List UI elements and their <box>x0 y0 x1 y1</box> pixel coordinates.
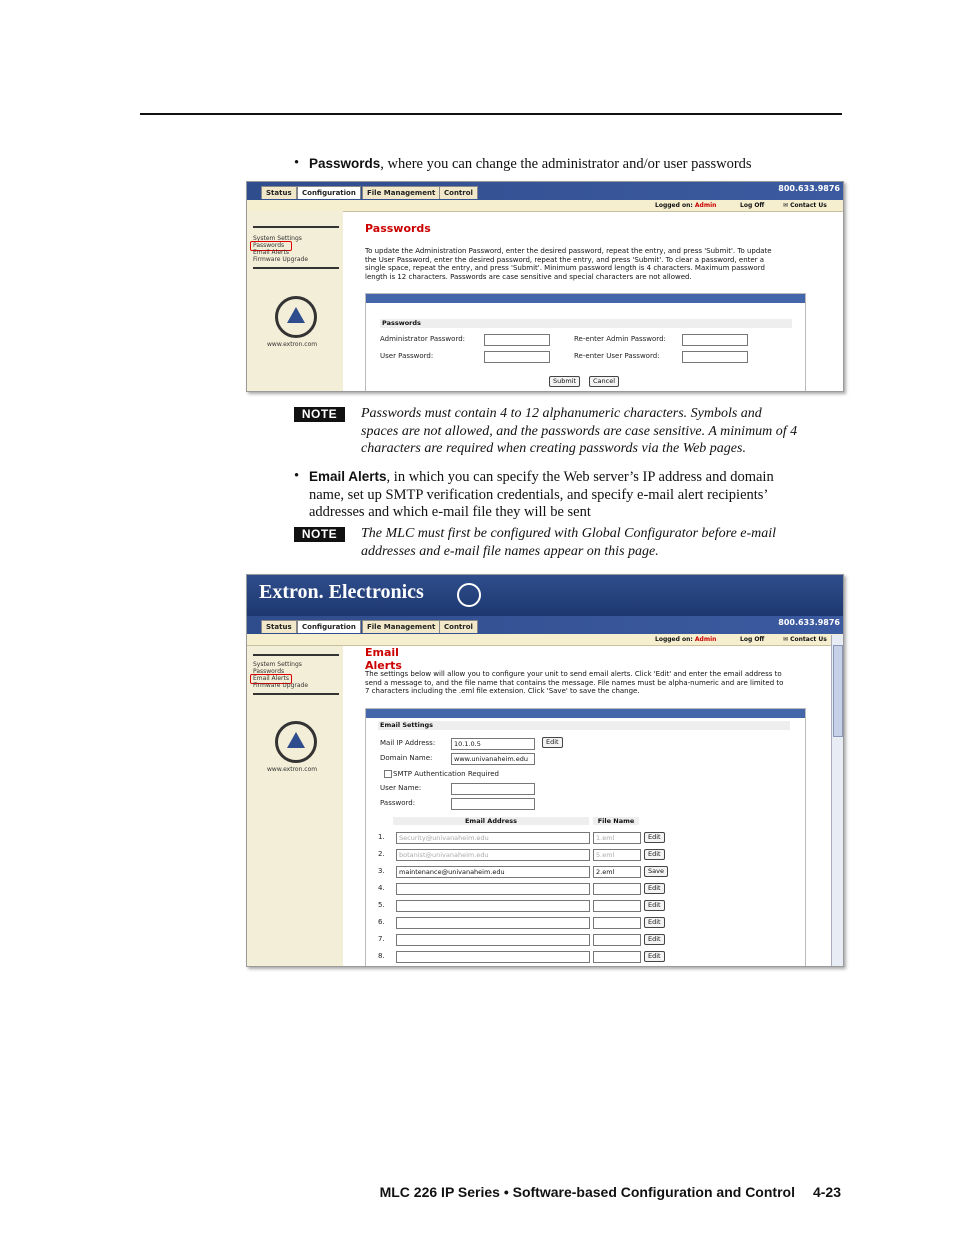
tab-control[interactable]: Control <box>439 186 478 199</box>
extron-logo-icon <box>457 583 481 607</box>
row-email-input[interactable]: Security@univanaheim.edu <box>396 832 590 844</box>
reuser-password-label: Re-enter User Password: <box>574 352 660 360</box>
note-badge-2: NOTE <box>294 527 345 542</box>
cancel-button[interactable]: Cancel <box>589 376 619 387</box>
tab-file-management[interactable]: File Management <box>362 620 440 633</box>
passwords-screenshot <box>246 181 844 392</box>
page-title: Email Alerts <box>365 646 402 672</box>
header-rule <box>140 113 842 115</box>
row-edit-button[interactable]: Edit <box>644 883 665 894</box>
mail-ip-label: Mail IP Address: <box>380 739 436 747</box>
row-number: 7. <box>378 935 385 943</box>
tab-configuration[interactable]: Configuration <box>297 620 361 633</box>
admin-password-input[interactable] <box>484 334 550 346</box>
domain-label: Domain Name: <box>380 754 433 762</box>
phone-number: 800.633.9876 <box>778 184 840 193</box>
tab-control[interactable]: Control <box>439 620 478 633</box>
note-badge: NOTE <box>294 407 345 422</box>
nav-tabs-2 <box>247 616 843 634</box>
page-number: 4-23 <box>812 1184 841 1200</box>
passwords-panel <box>365 293 806 392</box>
row-file-input[interactable]: 5.eml <box>593 849 641 861</box>
smtp-password-input[interactable] <box>451 798 535 810</box>
row-email-input[interactable] <box>396 917 590 929</box>
row-number: 5. <box>378 901 385 909</box>
logged-user: Admin <box>694 636 717 643</box>
logged-on-label: Logged on: <box>655 636 693 643</box>
tab-file-management[interactable]: File Management <box>362 186 440 199</box>
sidebar-item-email-alerts[interactable]: Email Alerts <box>253 675 289 682</box>
submit-button[interactable]: Submit <box>549 376 580 387</box>
sidebar-item-firmware-upgrade[interactable]: Firmware Upgrade <box>253 682 309 689</box>
bullet-passwords: • Passwords, where you can change the administrator and/or user passwords <box>294 155 752 172</box>
domain-input[interactable]: www.univanaheim.edu <box>451 753 535 765</box>
row-file-input[interactable] <box>593 917 641 929</box>
bullet-email-term: Email Alerts <box>309 469 387 484</box>
row-edit-button[interactable]: Edit <box>644 934 665 945</box>
row-email-input[interactable] <box>396 951 590 963</box>
service-logo-icon <box>275 296 317 338</box>
row-edit-button[interactable]: Edit <box>644 832 665 843</box>
sidebar-item-email-alerts[interactable]: Email Alerts <box>253 249 289 256</box>
logged-user: Admin <box>694 202 717 209</box>
note-passwords: Passwords must contain 4 to 12 alphanumeric characters. Symbols and spaces are not allowed, and the passwords are case sensitive. A minimum of 4 characters are required when creating passwords via the Web pages. <box>361 406 798 456</box>
column-file-header: File Name <box>593 817 639 825</box>
smtp-checkbox[interactable] <box>384 770 392 778</box>
tab-configuration[interactable]: Configuration <box>297 186 361 199</box>
smtp-user-input[interactable] <box>451 783 535 795</box>
sidebar-2 <box>247 646 343 966</box>
section-header: Email Settings <box>378 721 790 730</box>
row-edit-button[interactable]: Edit <box>644 917 665 928</box>
row-file-input[interactable]: 1.eml <box>593 832 641 844</box>
row-file-input[interactable]: 2.eml <box>593 866 641 878</box>
mail-ip-edit-button[interactable]: Edit <box>542 737 563 748</box>
sidebar-item-passwords[interactable]: Passwords <box>253 668 285 675</box>
sidebar-item-firmware-upgrade[interactable]: Firmware Upgrade <box>253 256 309 263</box>
row-file-input[interactable] <box>593 934 641 946</box>
column-email-header: Email Address <box>393 817 589 825</box>
row-number: 3. <box>378 867 385 875</box>
bullet-passwords-term: Passwords <box>309 156 381 171</box>
log-off-link[interactable]: Log Off <box>740 636 765 643</box>
email-settings-panel <box>365 708 806 967</box>
tab-status[interactable]: Status <box>261 186 297 199</box>
logged-on-label: Logged on: <box>655 202 693 209</box>
reuser-password-input[interactable] <box>682 351 748 363</box>
phone-number: 800.633.9876 <box>778 618 840 627</box>
bullet-passwords-text: , where you can change the administrator and/or user passwords <box>380 156 752 172</box>
readmin-password-label: Re-enter Admin Password: <box>574 335 666 343</box>
row-email-input[interactable]: botanist@univanaheim.edu <box>396 849 590 861</box>
sidebar-item-system-settings[interactable]: System Settings <box>253 235 302 242</box>
tab-status[interactable]: Status <box>261 620 297 633</box>
scrollbar[interactable] <box>831 635 843 966</box>
page-title: Passwords <box>365 222 431 235</box>
page-footer <box>380 1184 841 1200</box>
row-email-input[interactable]: maintenance@univanaheim.edu <box>396 866 590 878</box>
page-description: The settings below will allow you to configure your unit to send email alerts. Click 'Edit' and enter the email address to send a message to, and the file name that contains the message. File names must be alpha-numeric and are limited to 7 characters including the .eml file extension. Click 'Save' to save the change. <box>365 670 784 695</box>
website-link[interactable]: www.extron.com <box>267 766 318 773</box>
row-file-input[interactable] <box>593 951 641 963</box>
admin-password-label: Administrator Password: <box>380 335 465 343</box>
row-file-input[interactable] <box>593 900 641 912</box>
sidebar <box>247 211 343 391</box>
smtp-user-label: User Name: <box>380 784 422 792</box>
row-number: 1. <box>378 833 385 841</box>
smtp-password-label: Password: <box>380 799 416 807</box>
row-edit-button[interactable]: Edit <box>644 849 665 860</box>
row-email-input[interactable] <box>396 883 590 895</box>
row-email-input[interactable] <box>396 900 590 912</box>
row-number: 4. <box>378 884 385 892</box>
note-email: The MLC must first be configured with Global Configurator before e-mail addresses and e-mail file names appear on this page. <box>361 526 777 559</box>
smtp-label: SMTP Authentication Required <box>393 770 499 778</box>
row-number: 8. <box>378 952 385 960</box>
footer-title: MLC 226 IP Series • Software-based Configuration and Control <box>379 1184 795 1200</box>
readmin-password-input[interactable] <box>682 334 748 346</box>
brand-banner <box>247 575 843 616</box>
row-number: 2. <box>378 850 385 858</box>
email-alerts-screenshot <box>246 574 844 967</box>
row-save-button[interactable]: Save <box>644 866 668 877</box>
log-off-link[interactable]: Log Off <box>740 202 765 209</box>
brand-logo: Extron. Electronics <box>259 581 424 603</box>
bullet-email-alerts: • Email Alerts, in which you can specify the Web server’s IP address and domain name, set up SMTP verification credentials, and specify e-mail alert recipients’ addresses and which e-mail file they will be sent <box>294 468 774 520</box>
row-edit-button[interactable]: Edit <box>644 900 665 911</box>
service-logo-icon <box>275 721 317 763</box>
page-description: To update the Administration Password, enter the desired password, repeat the entry, and press 'Submit'. To update the User Password, enter the desired password, repeat the entry, and press 'Submit'. To clear a password, enter a single space, repeat the entry, and press 'Submit'. Minimum password length is 4 characters. Maximum password length is 12 characters. Passwords are case sensitive and special characters are not allowed. <box>365 247 772 281</box>
sidebar-item-passwords[interactable]: Passwords <box>253 242 285 249</box>
section-header: Passwords <box>380 319 792 328</box>
row-email-input[interactable] <box>396 934 590 946</box>
user-password-label: User Password: <box>380 352 434 360</box>
sidebar-item-system-settings[interactable]: System Settings <box>253 661 302 668</box>
contact-us-link[interactable]: ✉ Contact Us <box>783 202 827 209</box>
login-bar-2 <box>247 634 843 646</box>
row-number: 6. <box>378 918 385 926</box>
user-password-input[interactable] <box>484 351 550 363</box>
mail-ip-input[interactable]: 10.1.0.5 <box>451 738 535 750</box>
website-link[interactable]: www.extron.com <box>267 341 318 348</box>
row-file-input[interactable] <box>593 883 641 895</box>
nav-tabs <box>247 182 843 200</box>
contact-us-link[interactable]: ✉ Contact Us <box>783 636 827 643</box>
scrollbar-thumb[interactable] <box>833 645 843 737</box>
row-edit-button[interactable]: Edit <box>644 951 665 962</box>
